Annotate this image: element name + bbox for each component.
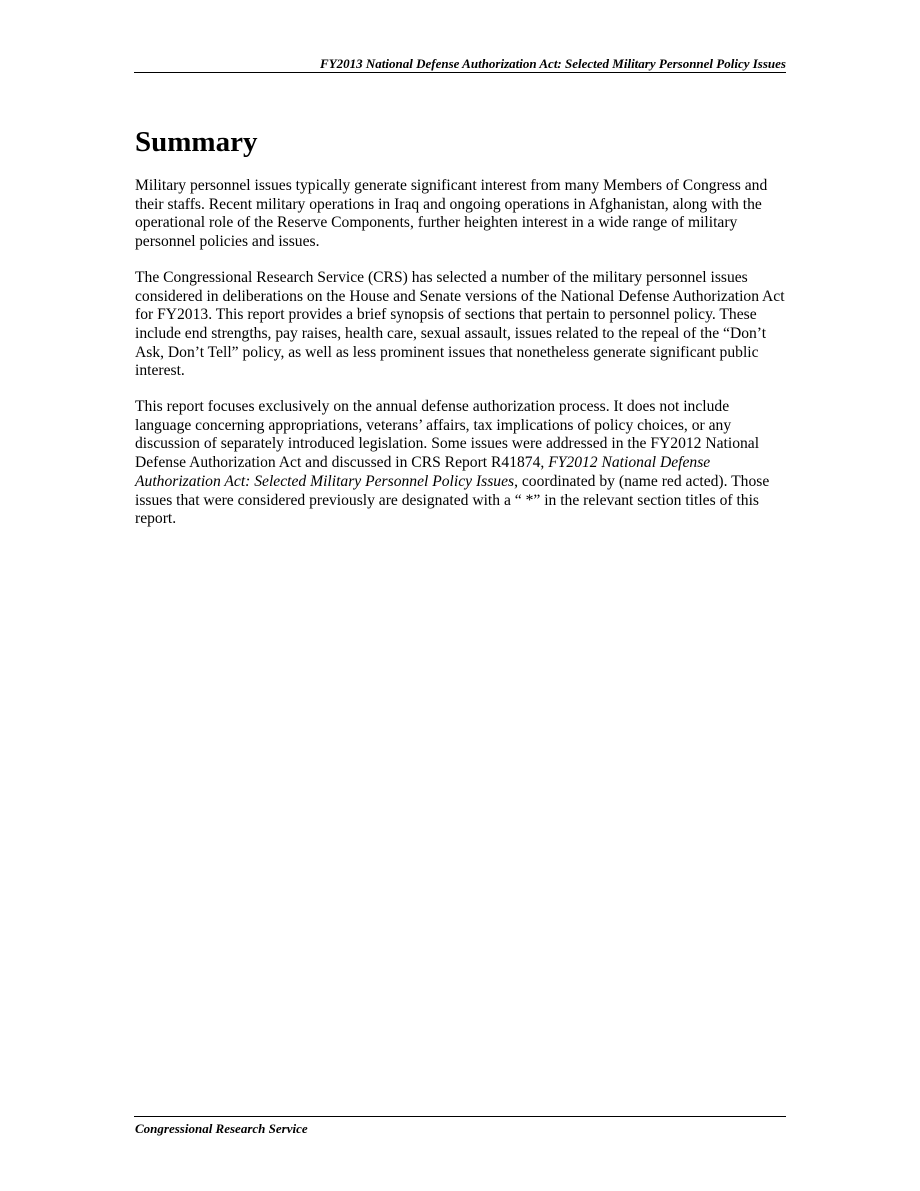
- summary-paragraph-3: [135, 398, 787, 529]
- cited-report-title: FY2012 National Defense Authorization Act: Selected Military Personnel Policy Issues: [135, 454, 711, 490]
- summary-paragraph-1: Military personnel issues typically generate significant interest from many Members of Congress and their staffs. Recent military operations in Iraq and ongoing operations in Afghanistan, along with the operational role of the Reserve Components, further heighten interest in a wide range of military personnel policies and issues.: [135, 177, 768, 251]
- summary-paragraph-2: The Congressional Research Service (CRS) has selected a number of the military personnel issues considered in deliberations on the House and Senate versions of the National Defense Authorization Act for FY2013. This report provides a brief synopsis of sections that pertain to personnel policy. These include end strengths, pay raises, health care, sexual assault, issues related to the repeal of the “Don’t Ask, Don’t Tell” policy, as well as less prominent issues that nonetheless generate significant public interest.: [135, 268, 785, 380]
- paragraph-3-text-start: This report focuses exclusively on the annual defense authorization process. It does not include language concerning appropriations, veterans’ affairs, tax implications of policy choices, or any discussion of separately introduced legislation. Some issues were addressed in the FY2012 National Defense Authorization Act and discussed in CRS Report R41874,: [135, 398, 760, 472]
- footer-rule: [134, 1116, 786, 1117]
- page-title: Summary: [135, 126, 258, 158]
- paragraph-3-text-end: , coordinated by (name red acted). Those issues that were considered previously are designated with a “ *” in the relevant section titles of this report.: [135, 472, 770, 528]
- summary-body: [135, 177, 787, 529]
- running-footer: Congressional Research Service: [135, 1121, 308, 1136]
- header-rule: [134, 72, 786, 73]
- running-header: FY2013 National Defense Authorization Act: Selected Military Personnel Policy Issues: [320, 56, 786, 71]
